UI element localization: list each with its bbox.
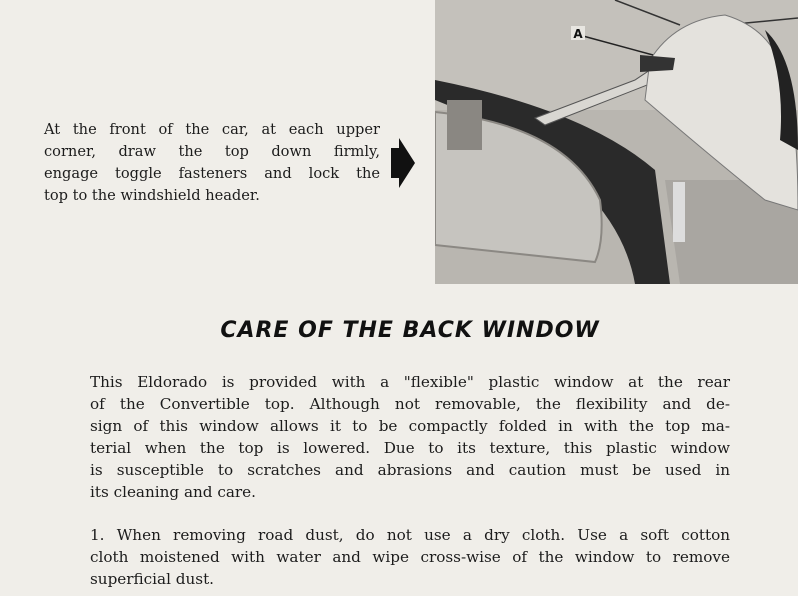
caption-line: At the front of the car, at each upper (44, 121, 380, 138)
caption-line: top to the windshield header. (44, 187, 260, 204)
section-heading: CARE OF THE BACK WINDOW (220, 318, 600, 343)
paragraph-1 (90, 371, 730, 503)
text-line: is susceptible to scratches and abrasions and caution must be used in (90, 461, 730, 479)
arrow-right-icon (391, 138, 415, 188)
text-line: of the Convertible top. Although not removable, the flexibility and de- (90, 395, 730, 413)
body-text (90, 371, 730, 590)
convertible-top-photo (435, 0, 798, 284)
caption-line: corner, draw the top down firmly, (44, 143, 380, 160)
paragraph-2 (90, 524, 730, 590)
text-line: 1. When removing road dust, do not use a dry cloth. Use a soft cotton (90, 526, 730, 544)
text-line: cloth moistened with water and wipe cross-wise of the window to remove (90, 548, 730, 566)
text-line: This Eldorado is provided with a "flexible" plastic window at the rear (90, 373, 730, 391)
photo-caption (44, 119, 380, 207)
photo-callout-label: A (573, 27, 583, 41)
text-line: terial when the top is lowered. Due to its texture, this plastic window (90, 439, 730, 457)
text-line: superficial dust. (90, 570, 215, 588)
text-line: its cleaning and care. (90, 483, 256, 501)
caption-line: engage toggle fasteners and lock the (44, 165, 380, 182)
text-line: sign of this window allows it to be compactly folded in with the top ma- (90, 417, 730, 435)
